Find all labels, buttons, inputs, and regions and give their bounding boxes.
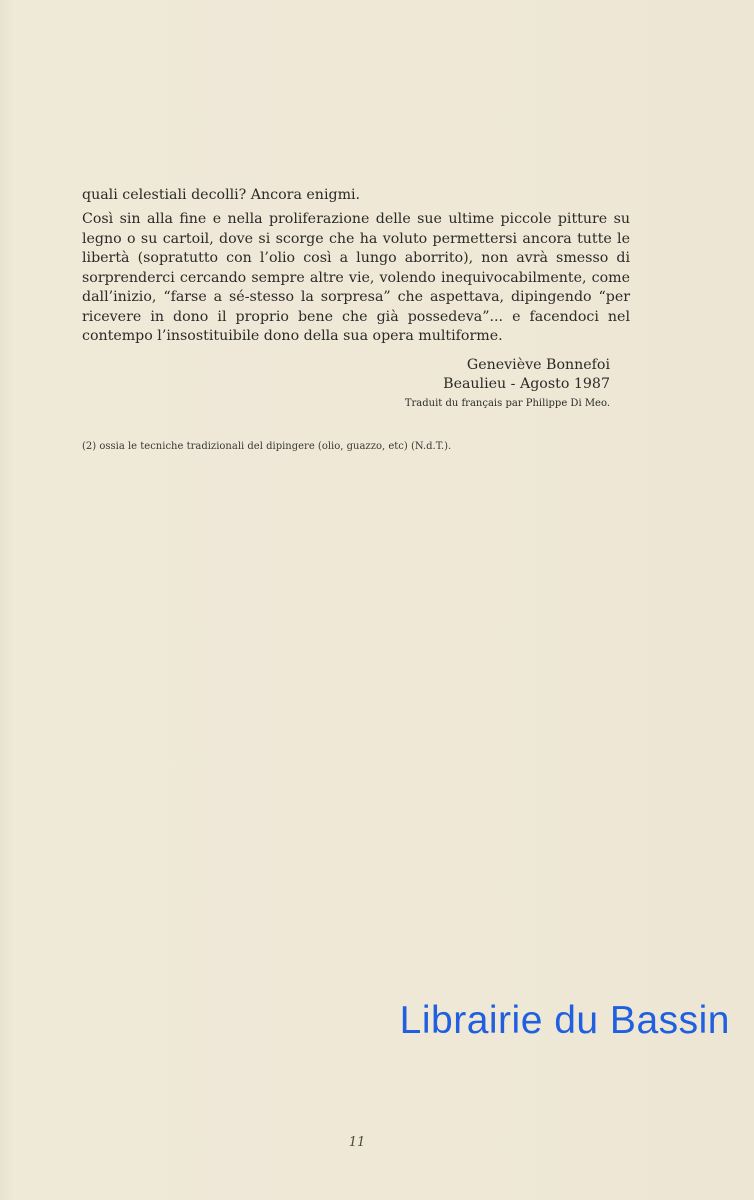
translation-credit: Traduit du français par Philippe Di Meo. — [404, 398, 610, 409]
main-paragraph: Così sin alla fine e nella proliferazione delle sue ultime piccole pitture su legno o su cartoil, dove si scorge che ha voluto permettersi ancora tutte le libertà (sopratutto con l’olio così a lungo aborrito), non avrà smesso di sorprenderci cercando sempre altre vie, volendo inequivocabilmente, come dall’inizio, “farse a sé-stesso la sorpresa” che aspettava, dipingendo “per ricevere in dono il proprio bene che già possedeva”... e facendoci nel contempo l’insostituibile dono della sua opera multiforme. — [82, 211, 630, 344]
body-text — [82, 185, 630, 347]
author-name: Geneviève Bonnefoi — [466, 357, 610, 373]
footnote: (2) ossia le tecniche tradizionali del dipingere (olio, guazzo, etc) (N.d.T.). — [82, 441, 452, 452]
page-number: 11 — [348, 1135, 366, 1150]
lead-line: quali celestiali decolli? Ancora enigmi. — [82, 187, 361, 203]
signature-block — [405, 356, 610, 411]
watermark-text: Librairie du Bassin — [399, 999, 730, 1042]
place-date: Beaulieu - Agosto 1987 — [443, 376, 610, 392]
